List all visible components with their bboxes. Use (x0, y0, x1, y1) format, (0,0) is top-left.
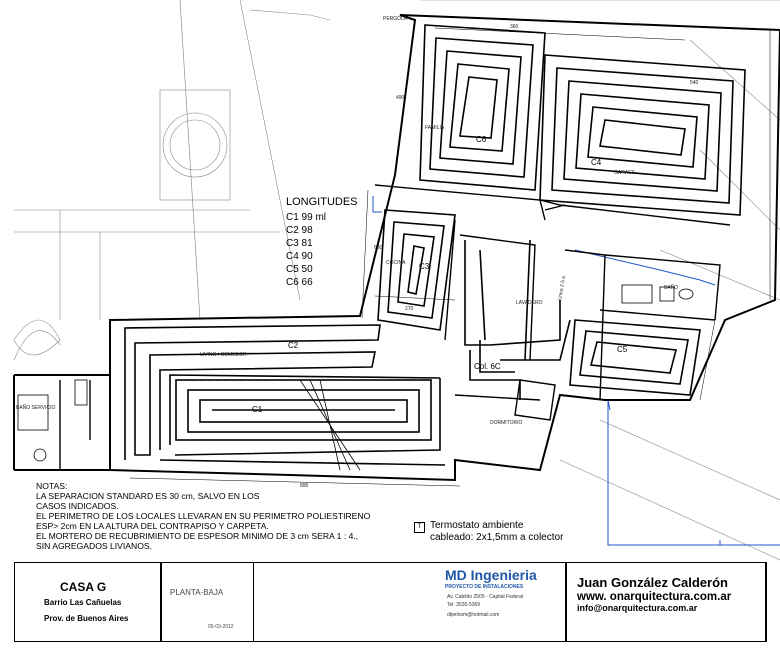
circuit-c6-loop (420, 25, 545, 190)
note-line: NOTAS: (36, 481, 68, 491)
notes-block (36, 481, 370, 551)
room-label-living: LIVING / COMEDOR (200, 352, 247, 358)
collector-label: Col. 6C (474, 362, 501, 371)
architect-name: Juan González Calderón (577, 575, 728, 590)
note-line: LA SEPARACION STANDARD ES 30 cm, SALVO EN LOS (36, 491, 260, 501)
length-item: C6 66 (286, 277, 313, 288)
dimension-270: 270 (405, 306, 414, 312)
dimension-540: 540 (690, 80, 699, 86)
engineering-name: MD Ingenieria (445, 567, 537, 583)
circuit-label-c6: C6 (476, 135, 487, 144)
building-outline (14, 15, 780, 480)
thermostat-symbol: T (414, 522, 425, 533)
engineering-email: dlpelnom@hotmail.com (447, 612, 500, 618)
architect-email: info@onarquitectura.com.ar (577, 603, 698, 613)
architect-web: www. onarquitectura.com.ar (577, 591, 732, 603)
sheet-date: 05-03-2012 (208, 624, 234, 630)
room-label-pergola: PERGOLA (383, 16, 408, 22)
dimension-630: 630 (374, 245, 383, 251)
length-item: C4 90 (286, 251, 313, 262)
lengths-list (286, 211, 326, 289)
lengths-title: LONGITUDES (286, 196, 358, 208)
note-line: ESP> 2cm EN LA ALTURA DEL CONTRAPISO Y CARPETA. (36, 521, 269, 531)
sheet-name: PLANTA-BAJA (170, 588, 224, 597)
note-line: CASOS INDICADOS. (36, 501, 119, 511)
room-label-garage: GARAGE (614, 170, 636, 176)
engineering-subtitle: PROYECTO DE INSTALACIONES (445, 584, 524, 590)
thermostat-legend (430, 520, 563, 544)
room-label-dormitorio: DORMITORIO (490, 420, 523, 426)
circuit-label-c3: C3 (419, 262, 430, 271)
circuit-label-c1: C1 (252, 405, 263, 414)
length-item: C5 50 (286, 264, 313, 275)
room-label-bano: BAÑO (664, 285, 679, 291)
length-item: C2 98 (286, 225, 313, 236)
note-line: EL PERIMETRO DE LOS LOCALES LLEVARAN EN SU PERIMETRO POLIESTIRENO (36, 511, 371, 521)
dimension-360: 360 (510, 24, 519, 30)
length-item: C1 99 ml (286, 212, 327, 223)
circuit-label-c2: C2 (288, 341, 299, 350)
length-item: C3 81 (286, 238, 313, 249)
thermostat-line2: cableado: 2x1,5mm a colector (430, 532, 564, 543)
dimension-895: 895 (300, 483, 309, 489)
circuit-label-c5: C5 (617, 345, 628, 354)
room-label-cocina: COCINA (386, 260, 406, 266)
linea-label: Linea 2.5 a (557, 275, 568, 302)
room-label-familia: FAMILIA (425, 125, 445, 131)
site-linework (14, 0, 780, 560)
project-location: Prov. de Buenos Aires (44, 614, 129, 623)
note-line: EL MORTERO DE RECUBRIMIENTO DE ESPESOR MINIMO DE 3 cm SERA 1 : 4., (36, 531, 359, 541)
engineering-address: Av. Cabildo 2505 - Capital Federal (447, 594, 523, 600)
room-label-bano-servicio: BAÑO SERVICIO (16, 405, 56, 411)
note-line: SIN AGREGADOS LIVIANOS. (36, 541, 153, 551)
room-label-lavadero: LAVADERO (516, 300, 543, 306)
dimension-490: 490 (396, 95, 405, 101)
thermostat-wiring (373, 196, 780, 545)
circuit-label-c4: C4 (591, 158, 602, 167)
title-block-sheet-cell (160, 562, 254, 642)
project-subtitle: Barrio Las Cañuelas (44, 598, 122, 607)
thermostat-line1: Termostato ambiente (430, 520, 524, 531)
project-title: CASA G (60, 580, 107, 594)
engineering-phone: Tel: 3535-5369 (447, 602, 481, 608)
